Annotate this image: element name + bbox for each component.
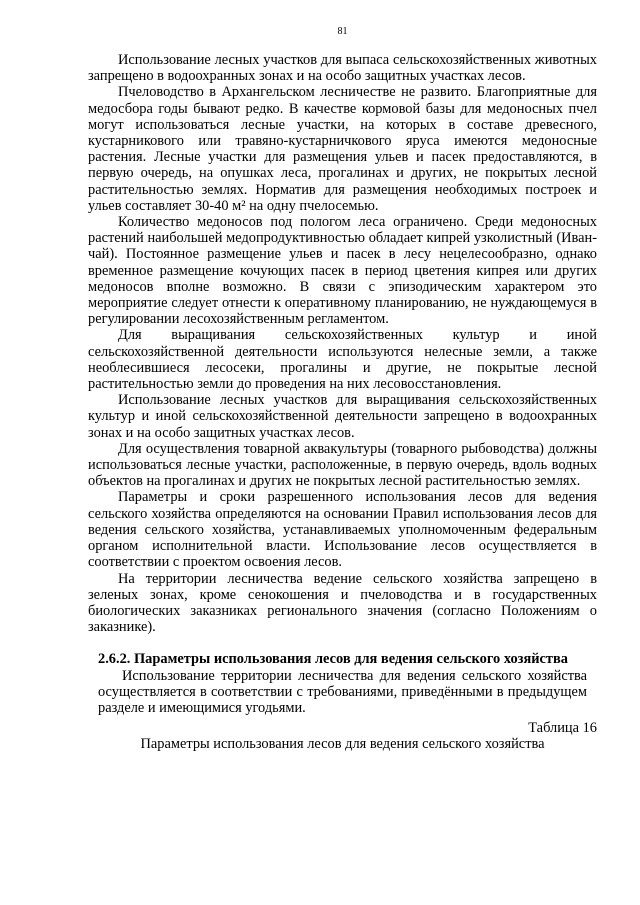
paragraph-prohibitions: На территории лесничества ведение сельского хозяйства запрещено в зеленых зонах, кроме сенокошения и пчеловодства и в государственных биологических заказниках регионального значения (согласно Положениям о заказнике). [88, 570, 597, 636]
paragraph-beekeeping: Пчеловодство в Архангельском лесничестве не развито. Благоприятные для медосбора годы бывают редко. В качестве кормовой базы для медоносных пчел могут использоваться лесные участки, на которых в составе древесного, кустарникового или травяно-кустарничкового яруса имеются медоносные растения. Лесные участки для размещения ульев и пасек предоставляются, в первую очередь, на опушках леса, прогалинах и других, не покрытых лесной растительностью землях. Норматив для размещения необходимых построек и ульев составляет 30-40 м² на одну пчелосемью. [88, 84, 597, 214]
section-heading: 2.6.2. Параметры использования лесов для ведения сельского хозяйства [98, 651, 568, 668]
paragraph-crop-restrictions: Использование лесных участков для выращивания сельскохозяйственных культур и иной сельскохозяйственной деятельности запрещено в водоохранных зонах и на особо защитных участках лесов. [88, 392, 597, 441]
document-body [88, 52, 597, 753]
table-title: Параметры использования лесов для ведения сельского хозяйства [140, 736, 545, 753]
paragraph-crop-growing: Для выращивания сельскохозяйственных культур и иной сельскохозяйственной деятельности используются нелесные земли, а также необлесившиеся лесосеки, прогалины и другие, не покрытые лесной растительностью земли до проведения на них лесовосстановления. [88, 327, 597, 393]
section-paragraph: Использование территории лесничества для ведения сельского хозяйства осуществляется в соответствии с требованиями, приведёнными в предыдущем разделе и имеющимися угодьями. [98, 667, 587, 716]
table-number: Таблица 16 [528, 720, 597, 737]
page-number: 81 [337, 26, 348, 37]
paragraph-honey-plants: Количество медоносов под пологом леса ограничено. Среди медоносных растений наибольшей медопродуктивностью обладает кипрей узколистный (Иван-чай). Постоянное размещение ульев и пасек в лесу нецелесообразно, однако временное размещение кочующих пасек в период цветения кипрея или других медоносов вполне возможно. В связи с эпизодическим характером это мероприятие следует отнести к оперативному планированию, не нуждающемуся в регулировании лесохозяйственным регламентом. [88, 214, 597, 328]
paragraph-aquaculture: Для осуществления товарной аквакультуры (товарного рыбоводства) должны использоваться лесные участки, расположенные, в первую очередь, вдоль водных объектов на прогалинах и других не покрытых лесной растительностью землях. [88, 440, 597, 490]
paragraph-grazing: Использование лесных участков для выпаса сельскохозяйственных животных запрещено в водоохранных зонах и на особо защитных участках лесов. [88, 52, 597, 85]
paragraph-parameters: Параметры и сроки разрешенного использования лесов для ведения сельского хозяйства определяются на основании Правил использования лесов для ведения сельского хозяйства, устанавливаемых уполномоченным федеральным органом исполнительной власти. Использование лесов осуществляется в соответствии с проектом освоения лесов. [88, 489, 597, 571]
